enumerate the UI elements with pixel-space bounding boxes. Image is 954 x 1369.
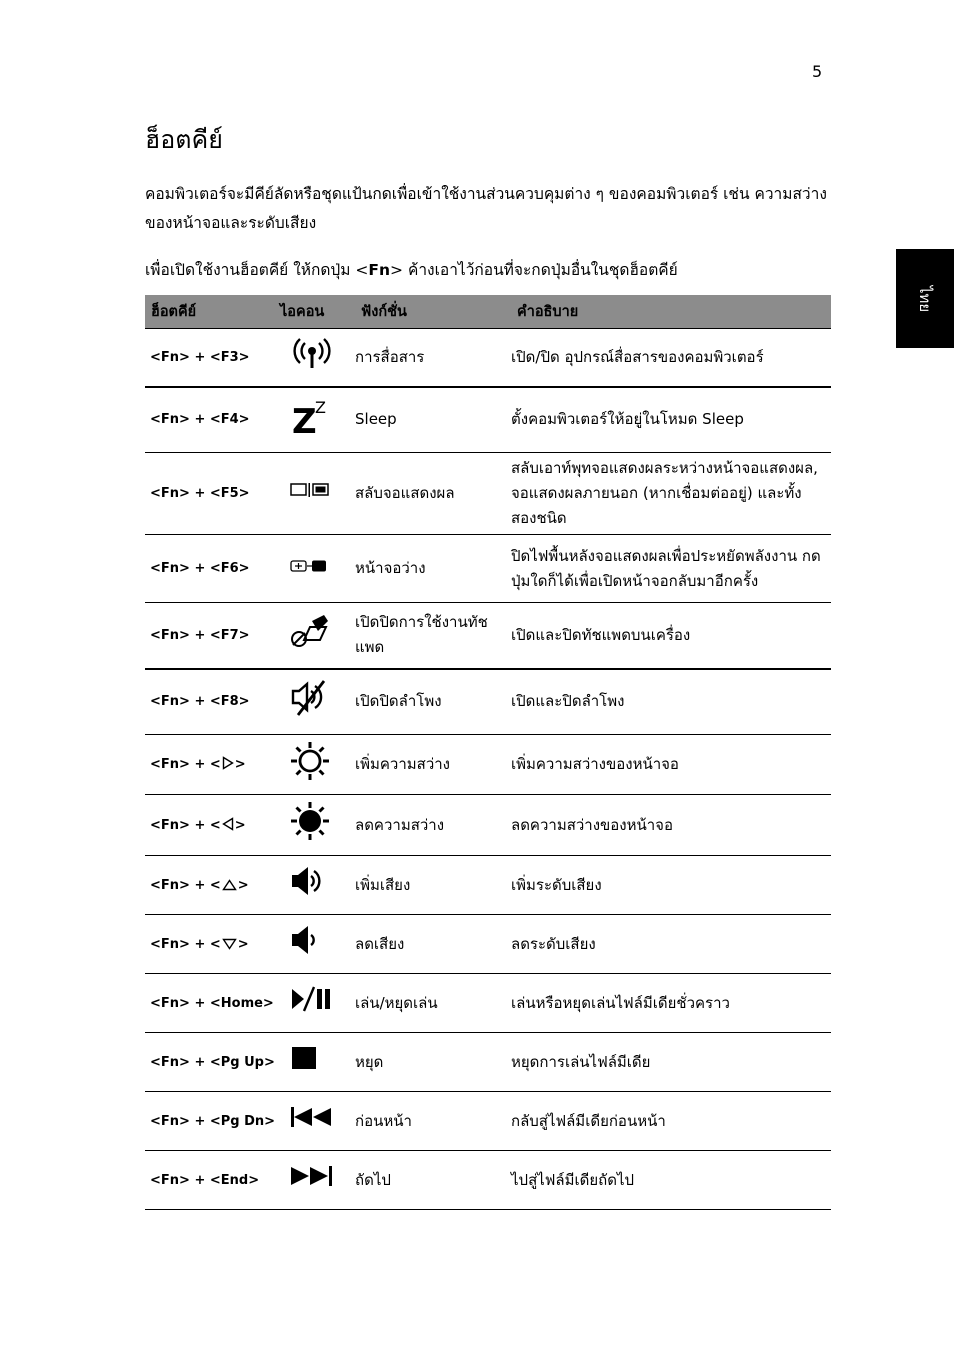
description-cell: สลับเอาท์พุทจอแสดงผลระหว่างหน้าจอแสดงผล, จอแสดงผลภายนอก (หากเชื่อมต่ออยู่) และทั้งสองชนิด [511,453,831,535]
table-row [145,329,831,387]
wireless-communication-icon [290,336,355,378]
icon-cell [280,387,355,453]
table-row [145,974,831,1033]
arrow-down-icon [221,937,238,952]
function-cell: การสื่อสาร [355,329,511,387]
function-cell: ถัดไป [355,1151,511,1210]
hotkey-cell: <Fn> + <F6> [145,535,280,603]
hotkey-cell: <Fn> + <Pg Dn> [145,1092,280,1151]
hotkey-suffix: > [234,817,246,833]
description-cell: กลับสู่ไฟล์มีเดียก่อนหน้า [511,1092,831,1151]
hotkey-cell [145,735,280,795]
function-cell: เปิดปิดการใช้งานทัชแพด [355,603,511,669]
function-cell: เปิดปิดลำโพง [355,669,511,735]
description-cell: เปิด/ปิด อุปกรณ์สื่อสารของคอมพิวเตอร์ [511,329,831,387]
display-toggle-icon [290,481,355,506]
function-cell: ลดความสว่าง [355,795,511,856]
instruction-key: Fn [368,261,391,279]
function-cell: ก่อนหน้า [355,1092,511,1151]
table-row [145,795,831,856]
brightness-up-icon [290,741,355,789]
table-row [145,1151,831,1210]
header-icon: ไอคอน [280,295,355,329]
play-pause-icon [290,986,355,1020]
hotkey-cell [145,915,280,974]
description-cell: เล่นหรือหยุดเล่นไฟล์มีเดียชั่วคราว [511,974,831,1033]
icon-cell [280,535,355,603]
header-description: คำอธิบาย [511,295,831,329]
table-row [145,735,831,795]
icon-cell [280,915,355,974]
instruction-after: > ค้างเอาไว้ก่อนที่จะกดปุ่มอื่นในชุดฮ็อตคีย์ [390,261,678,279]
description-cell: เปิดและปิดทัชแพดบนเครื่อง [511,603,831,669]
description-cell: ปิดไฟพื้นหลังจอแสดงผลเพื่อประหยัดพลังงาน กดปุ่มใดก็ได้เพื่อเปิดหน้าจอกลับมาอีกครั้ง [511,535,831,603]
function-cell: หยุด [355,1033,511,1092]
next-track-icon [290,1165,355,1195]
volume-up-icon [290,864,355,906]
table-row [145,453,831,535]
hotkey-cell [145,795,280,856]
hotkey-table [145,295,831,1210]
arrow-up-icon [221,878,238,893]
arrow-left-icon [221,818,235,833]
table-row [145,669,831,735]
language-tab-label: ไทย [915,285,934,312]
hotkey-cell: <Fn> + <Home> [145,974,280,1033]
page-title: ฮ็อตคีย์ [145,125,223,154]
description-cell: เปิดและปิดลำโพง [511,669,831,735]
hotkey-cell [145,856,280,915]
speaker-toggle-icon [290,680,355,724]
description-cell: เพิ่มความสว่างของหน้าจอ [511,735,831,795]
hotkey-prefix: <Fn> + < [150,877,221,893]
function-cell: หน้าจอว่าง [355,535,511,603]
hotkey-cell: <Fn> + <End> [145,1151,280,1210]
table-row [145,1033,831,1092]
header-hotkey: ฮ็อตคีย์ [145,295,280,329]
function-cell: เพิ่มความสว่าง [355,735,511,795]
intro-paragraph: คอมพิวเตอร์จะมีคีย์ลัดหรือชุดแป้นกดเพื่อเข้าใช้งานส่วนควบคุมต่าง ๆ ของคอมพิวเตอร์ เช่น ความสว่างของหน้าจอและระดับเสียง [145,185,827,232]
touchpad-toggle-icon [290,613,355,657]
icon-cell [280,1151,355,1210]
function-cell: เล่น/หยุดเล่น [355,974,511,1033]
hotkey-cell: <Fn> + <F3> [145,329,280,387]
hotkey-suffix: > [237,936,249,952]
hotkey-suffix: > [237,877,249,893]
description-cell: หยุดการเล่นไฟล์มีเดีย [511,1033,831,1092]
svg-text:Z: Z [292,401,317,436]
description-cell: ลดความสว่างของหน้าจอ [511,795,831,856]
table-row [145,1092,831,1151]
icon-cell [280,669,355,735]
table-row [145,535,831,603]
icon-cell [280,1033,355,1092]
hotkey-prefix: <Fn> + < [150,817,221,833]
hotkey-prefix: <Fn> + < [150,936,221,952]
hotkey-cell: <Fn> + <F4> [145,387,280,453]
table-row [145,603,831,669]
brightness-down-icon [290,801,355,849]
description-cell: เพิ่มระดับเสียง [511,856,831,915]
icon-cell [280,735,355,795]
function-cell: เพิ่มเสียง [355,856,511,915]
svg-text:Z: Z [315,397,326,417]
icon-cell [280,453,355,535]
icon-cell [280,603,355,669]
display-off-icon [290,556,355,581]
table-row [145,387,831,453]
description-cell: ตั้งคอมพิวเตอร์ให้อยู่ในโหมด Sleep [511,387,831,453]
icon-cell [280,856,355,915]
description-cell: ลดระดับเสียง [511,915,831,974]
instruction-before: เพื่อเปิดใช้งานฮ็อตคีย์ ให้กดปุ่ม < [145,261,369,279]
hotkey-cell: <Fn> + <F8> [145,669,280,735]
function-cell: สลับจอแสดงผล [355,453,511,535]
icon-cell [280,974,355,1033]
table-row [145,915,831,974]
sleep-icon [290,396,355,444]
instruction-paragraph [145,256,835,284]
icon-cell [280,1092,355,1151]
hotkey-cell: <Fn> + <F5> [145,453,280,535]
page-number: 5 [812,62,823,81]
hotkey-cell: <Fn> + <Pg Up> [145,1033,280,1092]
table-row [145,856,831,915]
function-cell: Sleep [355,387,511,453]
description-cell: ไปสู่ไฟล์มีเดียถัดไป [511,1151,831,1210]
icon-cell [280,329,355,387]
language-tab [896,249,954,348]
hotkey-suffix: > [234,757,246,772]
header-function: ฟังก์ชั่น [355,295,511,329]
hotkey-cell: <Fn> + <F7> [145,603,280,669]
function-cell: ลดเสียง [355,915,511,974]
arrow-right-icon [221,757,235,772]
stop-icon [290,1046,355,1078]
hotkey-prefix: <Fn> + < [150,757,221,772]
icon-cell [280,795,355,856]
table-header-row [145,295,831,329]
volume-down-icon [290,923,355,965]
previous-track-icon [290,1106,355,1136]
